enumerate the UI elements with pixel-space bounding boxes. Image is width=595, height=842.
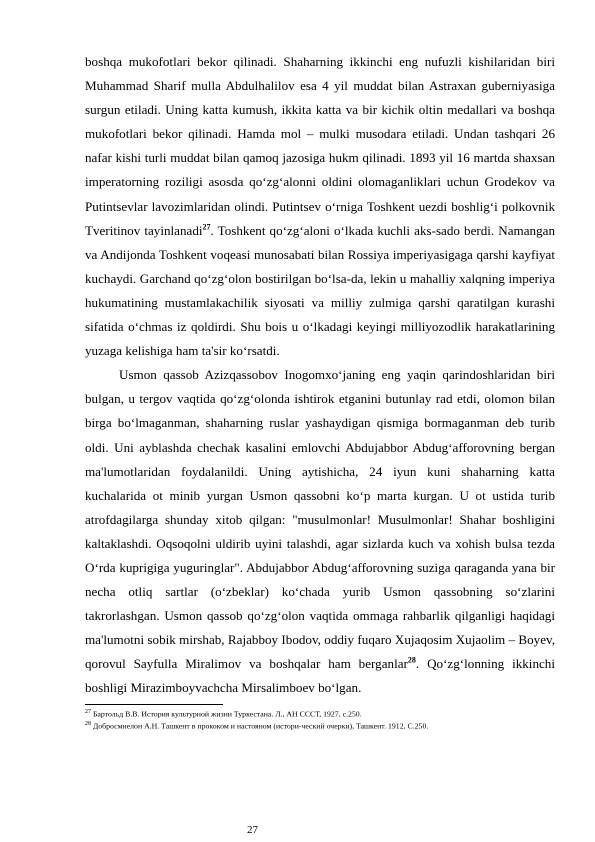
footnote-28 [85, 719, 555, 732]
paragraph-2-text: Usmon qassob Azizqassobov Inogomxo‘janing eng yaqin qarindoshlaridan biri bulgan, u tergov vaqtida qo‘zg‘olonda ishtirok etganini butunlay rad etdi, olomon bilan birga bo‘lmaganman, shaharning ruslar yashaydigan qismiga bormaganman deb turib oldi. Uni ayblashda chechak kasalini emlovchi Abdujabbor Abdug‘afforovning bergan ma'lumotlaridan foydalanildi. Uning aytishicha, 24 iyun kuni shaharning katta kuchalarida ot minib yurgan Usmon qassobni ko‘p marta kurgan. U ot ustida turib atrofdagilarga shunday xitob qilgan: "musulmonlar! Musulmonlar! Shahar boshligini kaltaklashdi. Oqsoqolni uldirib uyini talashdi, agar sizlarda kuch va xohish bulsa tezda O‘rda kuprigiga yuguringlar". Abdujabbor Abdug‘afforovning suziga qaraganda yana bir necha otliq sartlar (o‘zbeklar) ko‘chada yurib Usmon qassobning so‘zlarini takrorlashgan. Usmon qassob qo‘zg‘olon vaqtida ommaga rahbarlik qilganligi haqidagi ma'lumotni sobik mirshab, Rajabboy Ibodov, oddiy fuqaro Xujaqosim Xujaolim – Boyev, qorovul Sayfulla Miralimov va boshqalar ham berganlar [85, 367, 555, 672]
footnote-text: Бартольд В.В. История культурной жизни Туркестана. Л., АН СССТ, 1927, с.250. [92, 709, 362, 719]
footnote-27 [85, 707, 555, 720]
footnote-text: Добросмнелон А.Н. Ташкент в прококом и настояном (истори-ческий очерки), Ташкент. 1912, С.250. [92, 721, 429, 731]
footnote-ref-28[interactable]: 28 [407, 655, 416, 665]
paragraph-1 [85, 50, 555, 363]
paragraph-2-tail: . Qo‘zg‘lonning ikkinchi boshligi Mirazimboyvachcha Mirsalimboev bo‘lgan. [85, 656, 555, 696]
footnote-number: 28 [85, 721, 91, 728]
footnote-divider [85, 704, 223, 705]
document-page [85, 50, 555, 732]
paragraph-1-tail: . Toshkent qo‘zg‘aloni o‘lkada kuchli aks-sado berdi. Namangan va Andijonda Toshkent voqeasi munosabati bilan Rossiya imperiyasigaga qarshi kayfiyat kuchaydi. Garchand qo‘zg‘olon bostirilgan bo‘lsa-da, lekin u mahalliy xalqning imperiya hukumatining mustamlakachilik siyosati va milliy zulmiga qarshi qaratilgan kurashi sifatida o‘chmas iz qoldirdi. Shu bois u o‘lkadagi keyingi milliyozodlik harakatlarining yuzaga kelishiga ham ta'sir ko‘rsatdi. [85, 222, 555, 359]
footnote-number: 27 [85, 708, 91, 715]
paragraph-2 [85, 363, 555, 700]
paragraph-1-text: boshqa mukofotlari bekor qilinadi. Shaharning ikkinchi eng nufuzli kishilaridan biri Muhammad Sharif mulla Abdulhalilov esa 4 yil muddat bilan Astraxan guberniyasiga surgun etiladi. Uning katta kumush, ikkita katta va bir kichik oltin medallari va boshqa mukofotlari bekor qilinadi. Hamda mol – mulki musodara etiladi. Undan tashqari 26 nafar kishi turli muddat bilan qamoq jazosiga hukm qilinadi. 1893 yil 16 martda shaxsan imperatorning roziligi asosda qo‘zg‘alonni oldini olomaganliklari uchun Grodekov va Putintsevlar lavozimlaridan olindi. Putintsev o‘rniga Toshkent uezdi boshlig‘i polkovnik Tveritinov tayinlanadi [85, 54, 555, 238]
page-number: 27 [247, 824, 258, 836]
footnote-ref-27[interactable]: 27 [202, 222, 211, 232]
